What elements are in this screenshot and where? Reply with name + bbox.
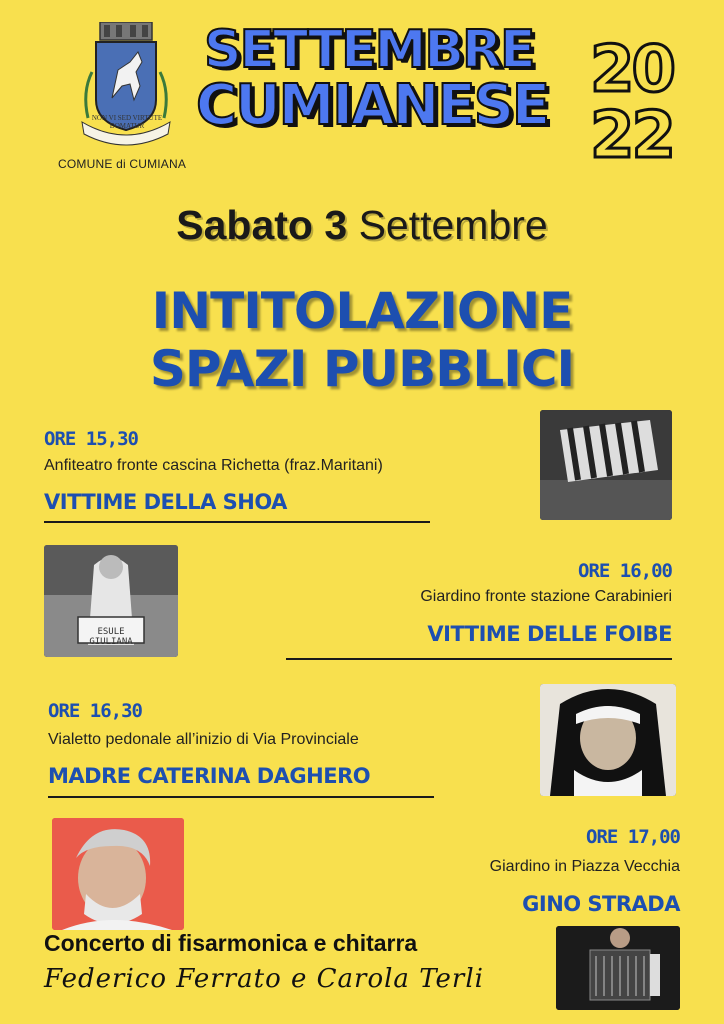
event-4-time: ORE 17,00 xyxy=(586,826,680,848)
event-3-time: ORE 16,30 xyxy=(48,700,142,722)
event-1-name: VITTIME DELLA SHOA xyxy=(44,490,287,514)
headline-line-2: SPAZI PUBBLICI xyxy=(149,340,575,398)
year-top: 20 xyxy=(590,33,674,107)
event-1-time: ORE 15,30 xyxy=(44,428,138,450)
event-1-divider xyxy=(44,521,430,523)
madre-caterina-photo xyxy=(540,684,676,796)
event-3-divider xyxy=(48,796,434,798)
event-2-name: VITTIME DELLE FOIBE xyxy=(427,622,672,646)
event-2-time: ORE 16,00 xyxy=(578,560,672,582)
event-3-name: MADRE CATERINA DAGHERO xyxy=(48,764,371,788)
title-line-1: SETTEMBRE xyxy=(204,20,534,80)
headline-line-1: INTITOLAZIONE xyxy=(151,282,573,340)
shoa-photo xyxy=(540,410,672,520)
event-3-place: Vialetto pedonale all’inizio di Via Provinciale xyxy=(48,731,359,748)
event-4-name: GINO STRADA xyxy=(522,892,680,916)
event-4-place: Giardino in Piazza Vecchia xyxy=(489,858,680,875)
comune-label: COMUNE di CUMIANA xyxy=(58,157,187,171)
gino-strada-photo xyxy=(52,818,184,930)
concert-performers: Federico Ferrato e Carola Terli xyxy=(44,964,484,994)
title-line-2: CUMIANESE xyxy=(196,73,549,138)
year-bottom: 22 xyxy=(590,99,674,173)
event-2-divider xyxy=(286,658,672,660)
event-1-place: Anfiteatro fronte cascina Richetta (fraz.Maritani) xyxy=(44,457,383,474)
event-day: Sabato 3 xyxy=(176,202,348,248)
crest-motto: NON VI SED VIRTUTE DOMATUR xyxy=(91,114,163,130)
esule-sign-text: ESULE GIULIANA xyxy=(89,627,133,647)
event-month: Settembre xyxy=(358,202,548,248)
event-2-place: Giardino fronte stazione Carabinieri xyxy=(420,588,672,605)
event-date xyxy=(0,200,724,250)
accordion-photo xyxy=(556,926,680,1010)
comune-crest xyxy=(78,22,174,152)
concert-title: Concerto di fisarmonica e chitarra xyxy=(44,930,418,956)
